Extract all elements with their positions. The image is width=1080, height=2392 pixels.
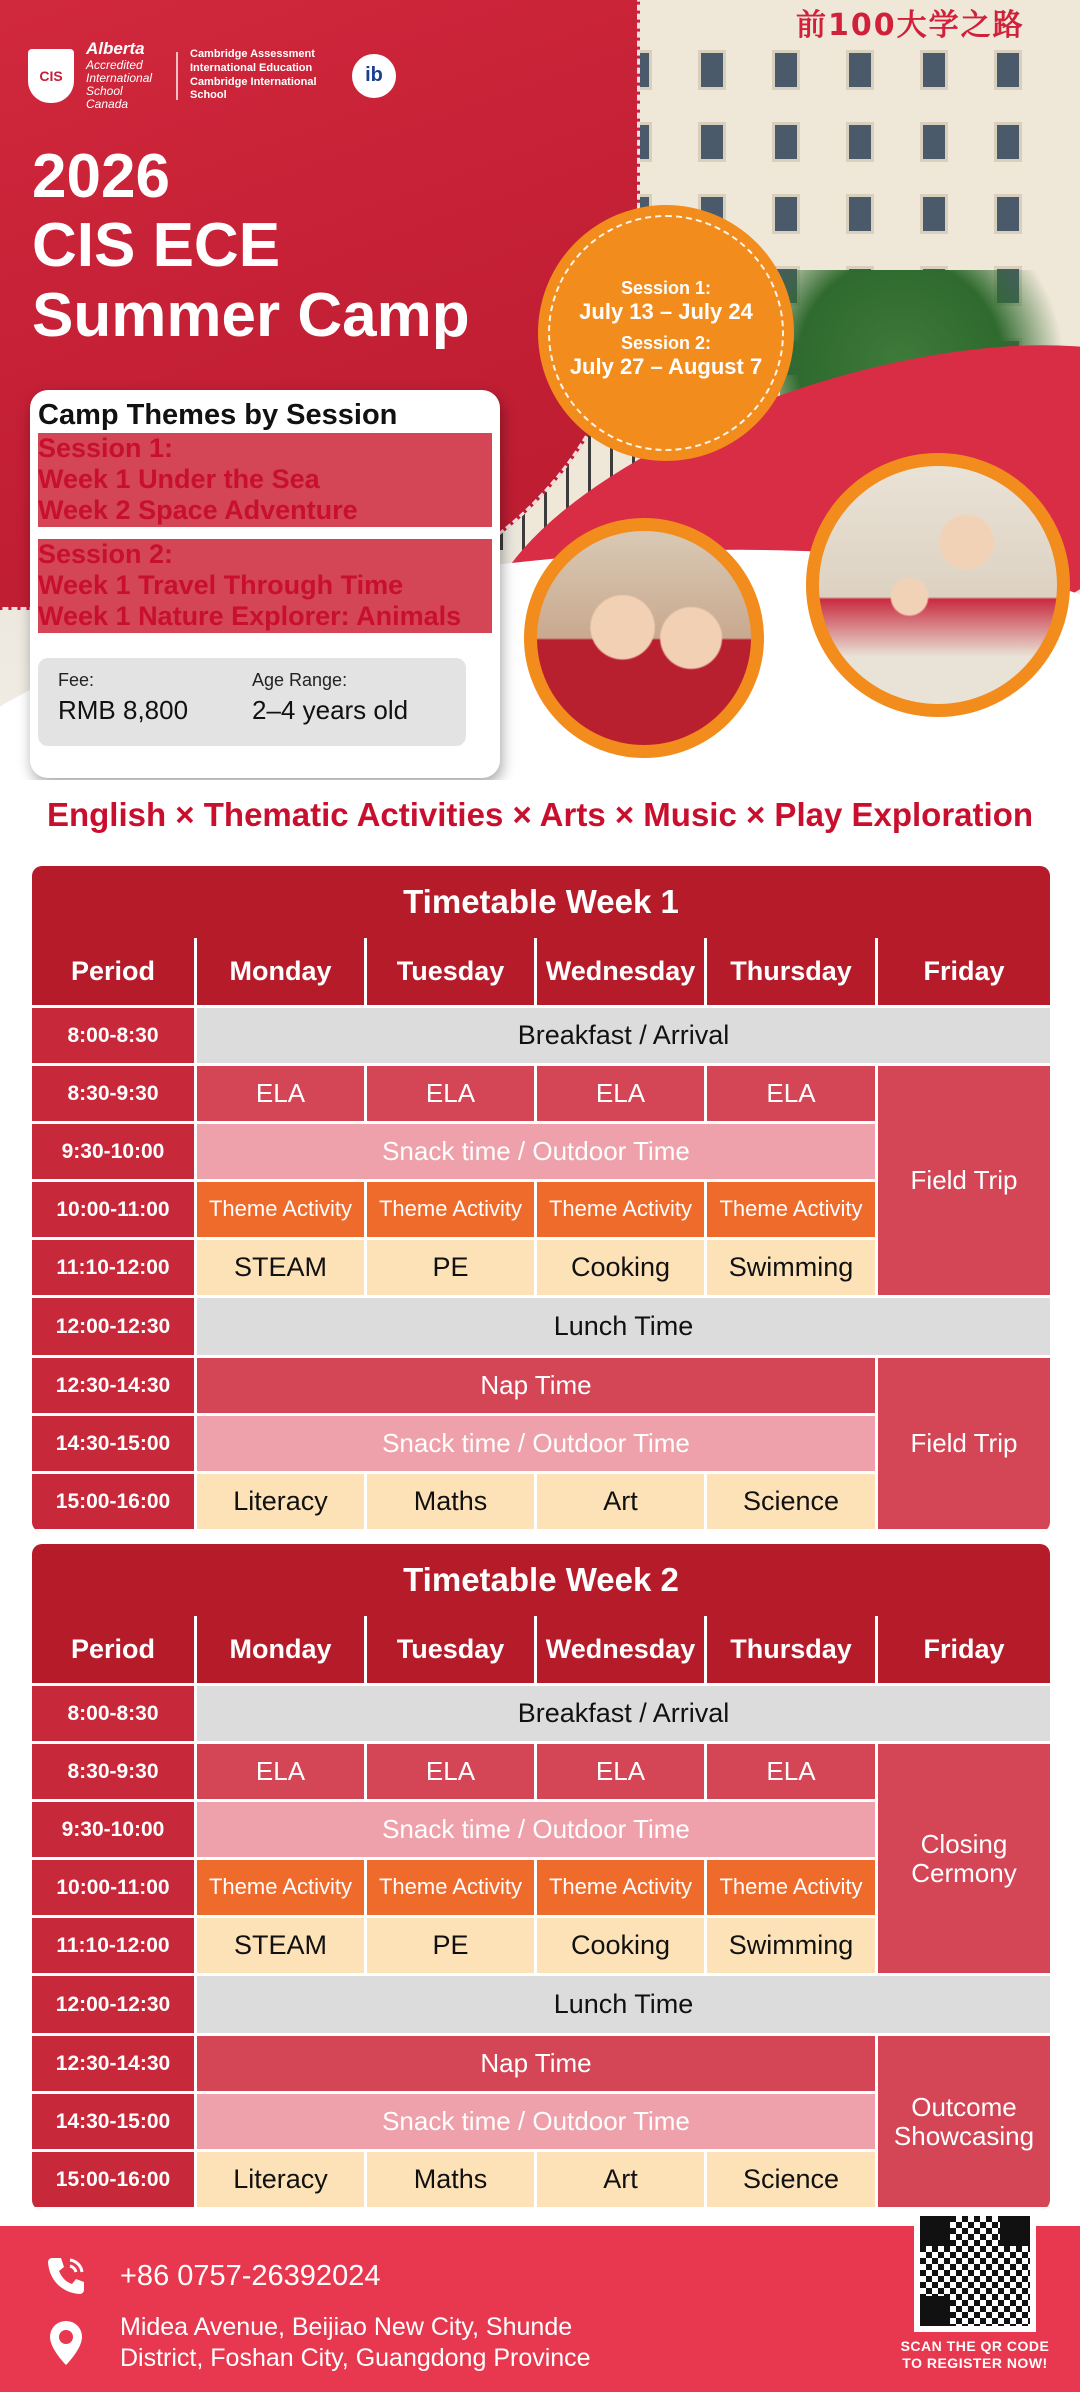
program-tagline: English × Thematic Activities × Arts × Music × Play Exploration <box>46 796 1034 833</box>
building-window <box>846 50 874 90</box>
ela-cell: ELA <box>197 1066 367 1124</box>
header-0: Period <box>32 1616 197 1686</box>
snack-cell: Snack time / Outdoor Time <box>197 2094 878 2152</box>
period-cell: 8:30-9:30 <box>32 1744 197 1802</box>
cambridge-logo-line2: International Education <box>190 61 313 74</box>
period-cell: 9:30-10:00 <box>32 1802 197 1860</box>
afternoon-cell: Maths <box>367 1474 537 1532</box>
cambridge-logo <box>190 48 340 103</box>
ela-cell: ELA <box>367 1744 537 1802</box>
period-cell: 10:00-11:00 <box>32 1860 197 1918</box>
fee-value: RMB 8,800 <box>58 695 189 725</box>
late-morning-cell: STEAM <box>197 1240 367 1298</box>
theme-activity-cell: Theme Activity <box>367 1182 537 1240</box>
location-pin-icon <box>42 2319 90 2367</box>
session1-heading: Session 1: <box>38 433 492 464</box>
ela-cell: ELA <box>707 1066 878 1124</box>
building-window <box>698 50 726 90</box>
teacher-child-photo <box>806 453 1070 717</box>
timetable-title: Timetable Week 2 <box>32 1544 1050 1616</box>
header-1: Monday <box>197 1616 367 1686</box>
period-cell: 12:00-12:30 <box>32 1298 197 1358</box>
logo-divider <box>176 52 178 100</box>
cambridge-logo-line3: Cambridge International School <box>190 75 317 102</box>
phone-icon <box>42 2252 90 2300</box>
period-cell: 12:30-14:30 <box>32 2036 197 2094</box>
period-cell: 9:30-10:00 <box>32 1124 197 1182</box>
late-morning-cell: PE <box>367 1918 537 1976</box>
period-cell: 14:30-15:00 <box>32 1416 197 1474</box>
afternoon-cell: Maths <box>367 2152 537 2210</box>
age-range-value: 2–4 years old <box>252 695 409 725</box>
qr-caption-line2: TO REGISTER NOW! <box>902 2354 1048 2371</box>
period-cell: 15:00-16:00 <box>32 1474 197 1532</box>
building-window <box>846 122 874 162</box>
header-5: Friday <box>878 1616 1050 1686</box>
building-window <box>698 122 726 162</box>
title-line-school: CIS ECE <box>32 211 281 281</box>
phone-row <box>42 2252 380 2300</box>
period-cell: 14:30-15:00 <box>32 2094 197 2152</box>
building-sign-text: 前100大学之路 <box>796 8 1025 43</box>
period-cell: 8:30-9:30 <box>32 1066 197 1124</box>
friday-morning-cell: Closing Cermony <box>878 1744 1050 1976</box>
ela-cell: ELA <box>537 1744 707 1802</box>
session2-heading: Session 2: <box>38 539 492 570</box>
afternoon-cell: Literacy <box>197 2152 367 2210</box>
phone-number[interactable]: +86 0757-26392024 <box>120 2259 381 2292</box>
theme-activity-cell: Theme Activity <box>707 1860 878 1918</box>
registration-qr-code[interactable] <box>914 2210 1036 2332</box>
building-window <box>846 194 874 234</box>
snack-cell: Snack time / Outdoor Time <box>197 1416 878 1474</box>
breakfast-cell: Breakfast / Arrival <box>197 1686 1050 1744</box>
building-window <box>920 194 948 234</box>
period-cell: 11:10-12:00 <box>32 1918 197 1976</box>
late-morning-cell: STEAM <box>197 1918 367 1976</box>
timetable-week-2 <box>32 1544 1050 2210</box>
timetable-week-1 <box>32 866 1050 1532</box>
header-4: Thursday <box>707 1616 878 1686</box>
theme-activity-cell: Theme Activity <box>537 1182 707 1240</box>
late-morning-cell: Swimming <box>707 1918 878 1976</box>
ela-cell: ELA <box>367 1066 537 1124</box>
period-cell: 11:10-12:00 <box>32 1240 197 1298</box>
qr-caption-line1: SCAN THE QR CODE <box>900 2338 1050 2354</box>
header-2: Tuesday <box>367 938 537 1008</box>
ela-cell: ELA <box>197 1744 367 1802</box>
building-window <box>920 122 948 162</box>
camp-themes-card <box>30 390 500 778</box>
session2-label: Session 2: <box>620 333 712 353</box>
themes-title: Camp Themes by Session <box>38 399 398 431</box>
afternoon-cell: Art <box>537 1474 707 1532</box>
timetable-grid <box>32 1616 1050 2210</box>
snack-cell: Snack time / Outdoor Time <box>197 1802 878 1860</box>
session1-dates: July 13 – July 24 <box>579 299 753 324</box>
header-5: Friday <box>878 938 1050 1008</box>
late-morning-cell: Cooking <box>537 1918 707 1976</box>
ib-logo: ib <box>352 54 396 98</box>
ela-cell: ELA <box>537 1066 707 1124</box>
late-morning-cell: Cooking <box>537 1240 707 1298</box>
theme-activity-cell: Theme Activity <box>537 1860 707 1918</box>
afternoon-cell: Science <box>707 2152 878 2210</box>
children-activity-photo <box>524 518 764 758</box>
page-title <box>32 142 470 350</box>
theme-activity-cell: Theme Activity <box>197 1182 367 1240</box>
hero-banner <box>0 0 1080 780</box>
header-1: Monday <box>197 938 367 1008</box>
building-window <box>772 122 800 162</box>
lunch-cell: Lunch Time <box>197 1298 1050 1358</box>
building-window <box>994 122 1022 162</box>
cis-logo: CIS <box>28 49 74 103</box>
building-window <box>994 194 1022 234</box>
alberta-logo-sub: Accredited International School Canada <box>86 57 153 112</box>
cambridge-logo-line1: Cambridge Assessment <box>190 48 315 61</box>
afternoon-cell: Art <box>537 2152 707 2210</box>
address-line-1: Midea Avenue, Beijiao New City, Shunde <box>120 2313 573 2341</box>
alberta-logo <box>86 40 164 111</box>
building-window <box>772 50 800 90</box>
theme-activity-cell: Theme Activity <box>707 1182 878 1240</box>
afternoon-cell: Science <box>707 1474 878 1532</box>
nap-cell: Nap Time <box>197 2036 878 2094</box>
timetable-grid <box>32 938 1050 1532</box>
session1-week2-theme: Week 2 Space Adventure <box>38 495 492 526</box>
ela-cell: ELA <box>707 1744 878 1802</box>
title-line-camp: Summer Camp <box>32 280 470 350</box>
period-cell: 8:00-8:30 <box>32 1008 197 1066</box>
address-row <box>42 2312 591 2373</box>
session-dates-badge <box>538 205 794 461</box>
session1-week1-theme: Week 1 Under the Sea <box>38 464 492 495</box>
period-cell: 12:30-14:30 <box>32 1358 197 1416</box>
building-window <box>920 50 948 90</box>
period-cell: 8:00-8:30 <box>32 1686 197 1744</box>
header-3: Wednesday <box>537 938 707 1008</box>
header-4: Thursday <box>707 938 878 1008</box>
period-cell: 12:00-12:30 <box>32 1976 197 2036</box>
age-range-label: Age Range: <box>252 670 348 690</box>
theme-activity-cell: Theme Activity <box>197 1860 367 1918</box>
timetable-title: Timetable Week 1 <box>32 866 1050 938</box>
qr-caption <box>880 2338 1070 2372</box>
late-morning-cell: PE <box>367 1240 537 1298</box>
session2-week2-theme: Week 1 Nature Explorer: Animals <box>38 601 492 632</box>
session1-label: Session 1: <box>620 278 712 298</box>
session2-week1-theme: Week 1 Travel Through Time <box>38 570 492 601</box>
friday-afternoon-cell: Outcome Showcasing <box>878 2036 1050 2210</box>
late-morning-cell: Swimming <box>707 1240 878 1298</box>
alberta-logo-name: Alberta <box>86 39 145 58</box>
header-0: Period <box>32 938 197 1008</box>
header-2: Tuesday <box>367 1616 537 1686</box>
nap-cell: Nap Time <box>197 1358 878 1416</box>
breakfast-cell: Breakfast / Arrival <box>197 1008 1050 1066</box>
period-cell: 10:00-11:00 <box>32 1182 197 1240</box>
snack-cell: Snack time / Outdoor Time <box>197 1124 878 1182</box>
address-line-2: District, Foshan City, Guangdong Province <box>120 2343 591 2372</box>
friday-afternoon-cell: Field Trip <box>878 1358 1050 1532</box>
session2-dates: July 27 – August 7 <box>569 354 763 379</box>
friday-morning-cell: Field Trip <box>878 1066 1050 1298</box>
building-window <box>994 50 1022 90</box>
theme-activity-cell: Theme Activity <box>367 1860 537 1918</box>
building-window <box>772 194 800 234</box>
lunch-cell: Lunch Time <box>197 1976 1050 2036</box>
title-line-year: 2026 <box>32 142 170 211</box>
fee-label: Fee: <box>58 670 95 690</box>
partner-logos <box>28 40 396 111</box>
afternoon-cell: Literacy <box>197 1474 367 1532</box>
header-3: Wednesday <box>537 1616 707 1686</box>
period-cell: 15:00-16:00 <box>32 2152 197 2210</box>
fee-age-box <box>38 658 466 746</box>
